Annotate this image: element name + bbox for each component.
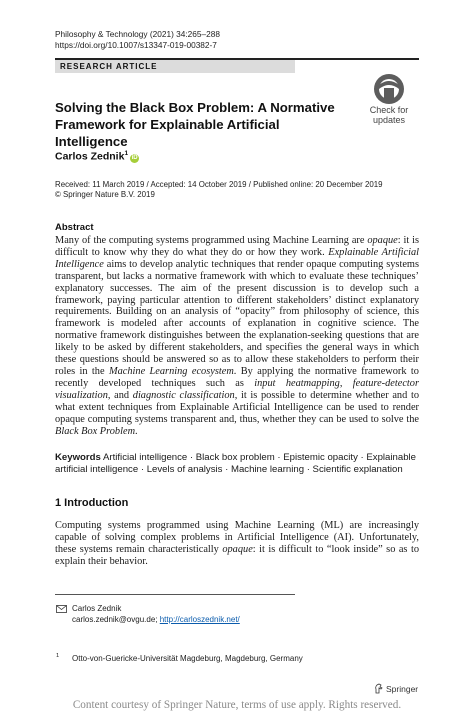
affiliation: Otto-von-Guericke-Universität Magdeburg, Magdeburg, Germany xyxy=(72,654,303,663)
footnote-rule xyxy=(55,594,295,595)
envelope-icon xyxy=(56,605,67,613)
publisher-name: Springer xyxy=(386,684,419,694)
contact-email[interactable]: carlos.zednik@ovgu.de; http://carloszednik.net/ xyxy=(72,615,240,624)
publication-dates: Received: 11 March 2019 / Accepted: 14 October 2019 / Published online: 20 December 2019 xyxy=(55,180,383,189)
article-type-banner xyxy=(55,60,295,73)
article-title: Solving the Black Box Problem: A Normative Framework for Explainable Artificial Intelligence xyxy=(55,100,335,149)
publisher-logo xyxy=(374,683,418,694)
keywords xyxy=(55,452,419,475)
journal-citation: Philosophy & Technology (2021) 34:265–288 xyxy=(55,29,220,39)
copyright-notice: © Springer Nature B.V. 2019 xyxy=(55,190,155,199)
introduction-text: Computing systems programmed using Machine Learning (ML) are increasingly capable of solving complex problems in Artificial Intelligence (AI). Unfortunately, these systems remain characteristically opaque: it is difficult to “look inside” so as to explain their behavior. xyxy=(55,520,419,567)
check-for-updates-line1: Check for xyxy=(369,105,409,115)
springer-horse-icon xyxy=(374,683,384,694)
keywords-label: Keywords xyxy=(55,452,101,463)
abstract-text: Many of the computing systems programmed using Machine Learning are opaque: it is difficult to know why they do what they do or how they work. Explainable Artificial Intelligence aims to develop analytic techniques that render opaque computing systems transparent, but lacks a normative framework with which to evaluate these techniques’ explanatory successes. The aim of the present discussion is to develop such a framework, paying particular attention to different stakeholders’ distinct explanatory requirements. Building on an analysis of “opacity” from philosophy of science, this framework is modeled after accounts of explanation in cognitive science. The normative framework distinguishes between the explanation-seeking questions that are likely to be asked by different stakeholders, and specifies the general ways in which these questions should be answered so as to allow these stakeholders to perform their roles in the Machine Learning ecosystem. By applying the normative framework to recently developed techniques such as input heatmapping, feature-detector visualization, and diagnostic classification, it is possible to determine whether and to what extent techniques from Explainable Artificial Intelligence can be used to render opaque computing systems transparent and, thus, whether they can be used to solve the Black Box Problem. xyxy=(55,235,419,437)
affiliation-number: 1 xyxy=(56,653,60,659)
author-affiliation-marker: 1 xyxy=(124,150,129,157)
author-line xyxy=(55,150,139,163)
doi-link[interactable]: https://doi.org/10.1007/s13347-019-00382-7 xyxy=(55,40,217,50)
keywords-list: Artificial intelligence · Black box problem · Epistemic opacity · Explainable artificial intelligence · Levels of analysis · Machine learning · Scientific explanation xyxy=(55,452,416,475)
article-type-label: RESEARCH ARTICLE xyxy=(60,62,158,71)
contact-name: Carlos Zednik xyxy=(72,604,122,613)
author-name[interactable]: Carlos Zednik xyxy=(55,150,125,163)
author-website-link[interactable]: http://carloszednik.net/ xyxy=(159,615,240,624)
abstract-heading: Abstract xyxy=(55,222,94,233)
check-for-updates-label[interactable] xyxy=(360,105,418,125)
introduction-heading: 1 Introduction xyxy=(55,497,129,509)
orcid-icon[interactable]: iD xyxy=(131,154,138,161)
courtesy-notice: Content courtesy of Springer Nature, terms of use apply. Rights reserved. xyxy=(72,699,402,711)
check-for-updates-line2: updates xyxy=(372,115,406,125)
